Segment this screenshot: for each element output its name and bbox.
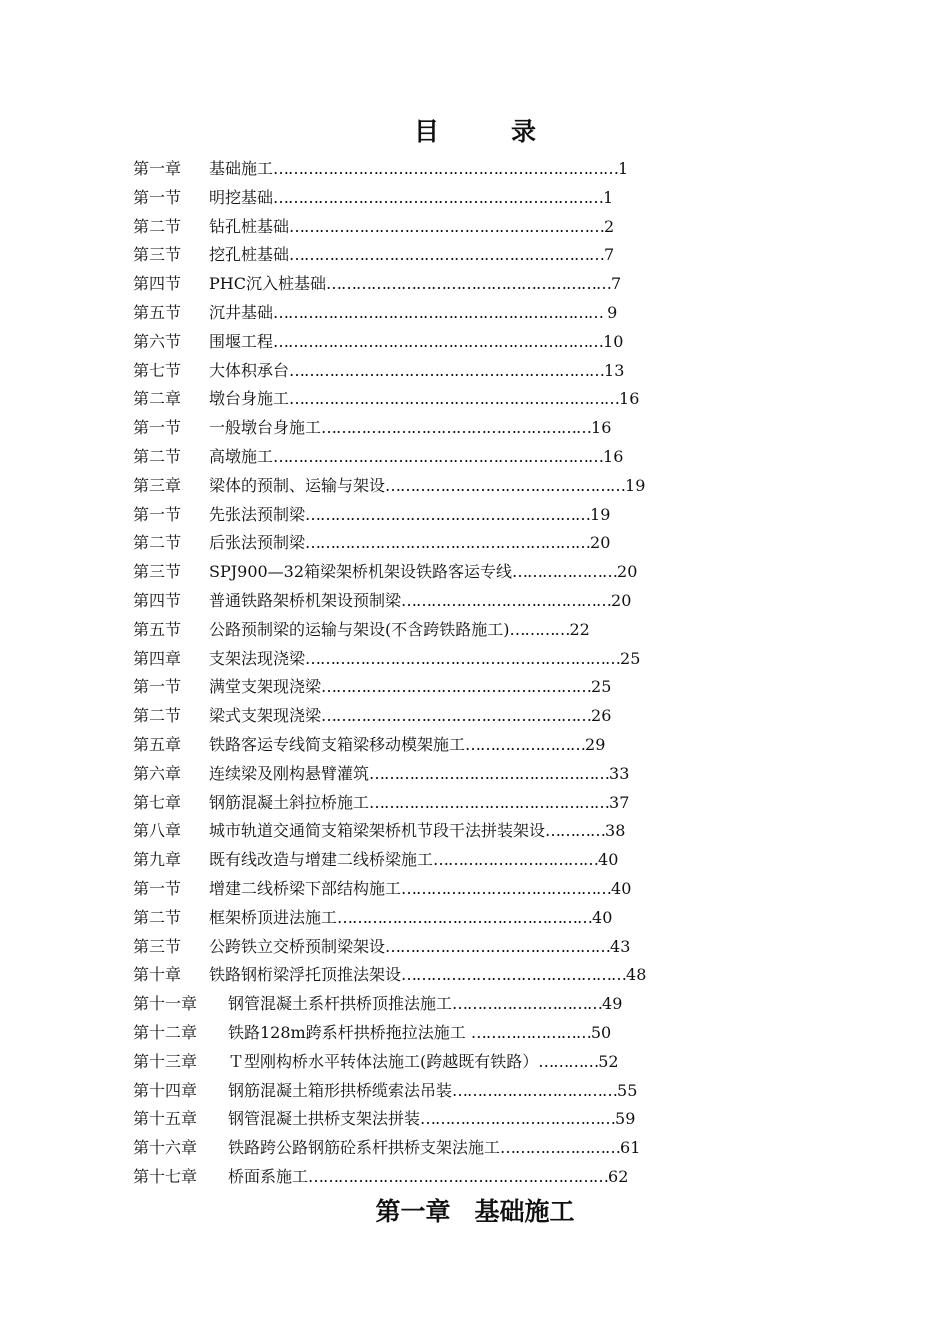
toc-entry[interactable] [133,587,733,616]
toc-entry-page-number: 10 [603,331,624,351]
toc-entry-leader: ………………………………………………… [305,504,591,524]
toc-entry-label: 第八章 [133,821,182,841]
toc-entry[interactable] [133,1163,733,1192]
toc-entry-leader: …………………………………………………………… [273,159,619,178]
toc-title-char-2: 录 [511,117,537,146]
toc-entry-title: PHC沉入桩基础 [209,274,326,294]
toc-entry-label: 第二节 [133,907,182,927]
toc-entry-title: 先张法预制梁 [209,504,306,524]
toc-entry-page-number: 48 [626,965,647,985]
toc-entry-label: 第一节 [133,677,182,697]
toc-entry-label: 第四节 [133,590,182,610]
toc-entry-title: 铁路客运专线简支箱梁移动模架施工 [209,734,466,754]
toc-entry-label: 第二节 [133,706,182,726]
toc-entry[interactable] [133,760,733,789]
toc-entry-label: 第十六章 [133,1138,198,1158]
toc-entry-label: 第四节 [133,274,182,294]
toc-entry-title: 公跨铁立交桥预制梁架设 [209,936,386,956]
toc-entry-page-number: 25 [620,648,641,668]
toc-entry-leader: …………………… [470,1022,591,1042]
toc-entry-label: 第二节 [133,446,182,466]
toc-entry-leader: ……………………………………………………… [289,360,605,380]
toc-entry-leader: ……………………………………………… [321,706,592,726]
toc-entry-label: 第十三章 [133,1051,198,1071]
toc-entry-leader: ………… [509,619,570,639]
toc-entry-leader: ………………… [512,562,618,582]
toc-entry[interactable] [133,241,733,270]
toc-entry-label: 第五节 [133,619,182,639]
toc-entry[interactable] [133,1019,733,1048]
toc-entry-title: 墩台身施工 [209,389,290,409]
toc-entry-label: 第三章 [133,475,182,495]
toc-entry-title: 钢管混凝土拱桥支架法拼装 [228,1109,421,1129]
toc-entry-leader: ……………………………………… [401,965,627,985]
toc-entry-title: 普通铁路架桥机架设预制梁 [209,590,402,610]
toc-entry-leader: ………………………………………………………… [273,187,604,207]
toc-entry-title: 框架桥顶进法施工 [209,907,338,927]
toc-entry[interactable] [133,558,733,587]
toc-entry[interactable] [133,961,733,990]
toc-entry-page-number: 7 [604,245,615,265]
toc-entry-leader: ………………………………………… [369,792,610,812]
toc-entry-title: SPJ900—32箱梁架桥机架设铁路客运专线 [209,562,513,582]
toc-entry-label: 第十七章 [133,1166,198,1186]
toc-entry[interactable] [133,875,733,904]
toc-entry-title: 铁路128m跨系杆拱桥拖拉法施工 [228,1022,471,1042]
toc-entry-label: 第五节 [133,302,182,322]
toc-entry-title: 一般墩台身施工 [209,418,322,438]
toc-entry[interactable] [133,299,733,328]
toc-entry-label: 第十五章 [133,1109,198,1129]
toc-entry-leader: ………………………………………………… [305,533,591,553]
toc-entry-title: 梁式支架现浇梁 [209,706,322,726]
toc-entry-label: 第七节 [133,360,182,380]
toc-entry-leader: …………………………………… [401,878,612,898]
toc-entry[interactable] [133,270,733,299]
toc-entry-page-number: 25 [591,677,612,697]
toc-entry-page-number: 55 [617,1080,638,1100]
toc-entry-leader: ………………………………………………………… [289,389,620,409]
toc-entry-page-number: 29 [585,734,606,754]
toc-entry-leader: ………………………… [452,994,603,1014]
toc-entry[interactable] [133,184,733,213]
toc-entry-title: 钢筋混凝土箱形拱桥缆索法吊装 [228,1080,453,1100]
toc-entry-title: Ｔ型刚构桥水平转体法施工(跨越既有铁路） [228,1051,539,1071]
toc-entry-label: 第三节 [133,245,182,265]
toc-entry-page-number: 33 [609,763,630,783]
toc-entry-title: 高墩施工 [209,446,274,466]
toc-entry[interactable] [133,328,733,357]
toc-entry[interactable] [133,155,733,184]
toc-entry-leader: ……………………………………… [385,936,611,956]
toc-entry-label: 第十四章 [133,1080,198,1100]
toc-entry-title: 钢筋混凝土斜拉桥施工 [209,792,370,812]
toc-entry-label: 第六节 [133,331,182,351]
toc-entry-page-number: 62 [608,1166,629,1186]
toc-entry[interactable] [133,501,733,530]
toc-entry-leader: ………………………………………………………… [273,446,604,466]
table-of-contents [133,155,733,1192]
toc-entry-leader: ………………………………………………………… [273,331,604,351]
toc-entry-label: 第七章 [133,792,182,812]
toc-entry[interactable] [133,1077,733,1106]
toc-entry-label: 第二章 [133,389,182,409]
toc-entry-page-number: 16 [591,418,612,438]
toc-entry-title: 满堂支架现浇梁 [209,677,322,697]
toc-entry-title: 基础施工 [209,159,274,178]
toc-entry-title: 沉井基础 [209,302,274,322]
toc-entry-title: 明挖基础 [209,187,274,207]
toc-entry-title: 公路预制梁的运输与架设(不含跨铁路施工) [209,619,510,639]
toc-entry-title: 后张法预制梁 [209,533,306,553]
toc-entry-page-number: 52 [598,1051,619,1071]
toc-entry[interactable] [133,904,733,933]
toc-entry-page-number: 13 [604,360,625,380]
toc-title [0,112,950,148]
toc-entry-label: 第三节 [133,936,182,956]
toc-entry-label: 第一节 [133,418,182,438]
toc-title-char-1: 目 [413,117,439,146]
toc-entry[interactable] [133,385,733,414]
toc-entry-label: 第四章 [133,648,182,668]
toc-entry[interactable] [133,731,733,760]
toc-entry-title: 铁路钢桁梁浮托顶推法架设 [209,965,402,985]
toc-entry-label: 第二节 [133,533,182,553]
toc-entry-page-number: 20 [590,533,611,553]
toc-entry-page-number: 22 [569,619,590,639]
toc-entry-label: 第三节 [133,562,182,582]
toc-entry-page-number: 1 [618,159,629,178]
toc-entry[interactable] [133,414,733,443]
toc-entry-leader: …………………………………… [401,590,612,610]
toc-entry-leader: ………………………………………………………… [273,302,608,322]
toc-entry-leader: ………………………………… [420,1109,616,1129]
toc-entry-page-number: 37 [609,792,630,812]
toc-entry[interactable] [133,702,733,731]
toc-entry-label: 第一节 [133,878,182,898]
toc-entry-leader: ……………………………………………… [321,677,592,697]
toc-entry-title: 城市轨道交通简支箱梁架桥机节段干法拼装架设 [209,821,546,841]
toc-entry-title: 桥面系施工 [228,1166,309,1186]
toc-entry-page-number: 19 [590,504,611,524]
toc-entry[interactable] [133,616,733,645]
toc-entry[interactable] [133,472,733,501]
toc-entry-page-number: 61 [620,1138,641,1158]
toc-entry-leader: ……………………………………………………… [305,648,621,668]
toc-entry[interactable] [133,990,733,1019]
toc-entry-page-number: 40 [592,907,613,927]
toc-entry[interactable] [133,357,733,386]
toc-entry-label: 第一节 [133,187,182,207]
toc-entry-label: 第九章 [133,850,182,870]
toc-entry-title: 钢管混凝土系杆拱桥顶推法施工 [228,994,453,1014]
toc-entry-label: 第十章 [133,965,182,985]
toc-entry-page-number: 16 [619,389,640,409]
toc-entry-leader: …………………………… [452,1080,618,1100]
toc-entry-page-number: 38 [605,821,626,841]
toc-entry-page-number: 1 [603,187,614,207]
toc-entry-leader: ………………………………………… [385,475,626,495]
toc-entry[interactable] [133,645,733,674]
chapter-heading [0,1192,950,1228]
toc-entry[interactable] [133,846,733,875]
toc-entry-page-number: 43 [610,936,631,956]
toc-entry-label: 第十二章 [133,1022,198,1042]
toc-entry[interactable] [133,673,733,702]
toc-entry-leader: …………………… [465,734,586,754]
toc-entry-page-number: 20 [617,562,638,582]
toc-entry[interactable] [133,213,733,242]
toc-entry-leader: ………… [545,821,606,841]
toc-entry-label: 第一节 [133,504,182,524]
toc-entry-label: 第十一章 [133,994,198,1014]
toc-entry-page-number: 19 [625,475,646,495]
toc-entry-page-number: 26 [591,706,612,726]
toc-entry[interactable] [133,529,733,558]
toc-entry-page-number: 49 [602,994,623,1014]
toc-entry-page-number: 20 [611,590,632,610]
toc-entry[interactable] [133,443,733,472]
toc-entry-leader: ……………………………………………………… [289,245,605,265]
toc-entry-title: 钻孔桩基础 [209,216,290,236]
toc-entry[interactable] [133,1134,733,1163]
toc-entry[interactable] [133,1105,733,1134]
toc-entry-page-number: 7 [610,274,622,294]
toc-entry-leader: …………………………………………………… [308,1166,609,1186]
toc-entry-leader: …………………………… [433,850,599,870]
toc-entry-leader: ……………………………………………… [321,418,592,438]
toc-entry-leader: ………… [538,1051,599,1071]
toc-entry-title: 围堰工程 [209,331,274,351]
toc-entry-title: 支架法现浇梁 [209,648,306,668]
toc-entry-page-number: 40 [611,878,632,898]
toc-entry-leader: …………………………………………… [337,907,593,927]
toc-entry-label: 第六章 [133,763,182,783]
chapter-number: 第一章 [375,1197,451,1226]
toc-entry-label: 第二节 [133,216,182,236]
toc-entry[interactable] [133,789,733,818]
toc-entry[interactable] [133,1048,733,1077]
toc-entry-title: 铁路跨公路钢筋砼系杆拱桥支架法施工 [228,1138,501,1158]
toc-entry[interactable] [133,817,733,846]
toc-entry-label: 第一章 [133,159,182,178]
toc-entry-title: 既有线改造与增建二线桥梁施工 [209,850,434,870]
toc-entry-leader: ………………………………………………… [325,274,611,294]
toc-entry-page-number: 40 [598,850,619,870]
chapter-title: 基础施工 [474,1197,575,1226]
toc-entry-leader: …………………… [500,1138,621,1158]
toc-entry-leader: ………………………………………… [369,763,610,783]
toc-entry-title: 增建二线桥梁下部结构施工 [209,878,402,898]
toc-entry-label: 第五章 [133,734,182,754]
toc-entry-title: 挖孔桩基础 [209,245,290,265]
toc-entry-leader: ……………………………………………………… [289,216,605,236]
toc-entry-page-number: 50 [590,1022,612,1042]
toc-entry-page-number: 16 [603,446,624,466]
toc-entry-title: 大体积承台 [209,360,290,380]
toc-entry-title: 梁体的预制、运输与架设 [209,475,386,495]
toc-entry-page-number: 59 [615,1109,636,1129]
toc-entry-page-number: 9 [607,302,618,322]
toc-entry-page-number: 2 [604,216,615,236]
toc-entry-title: 连续梁及刚构悬臂灌筑 [209,763,370,783]
toc-entry[interactable] [133,933,733,962]
